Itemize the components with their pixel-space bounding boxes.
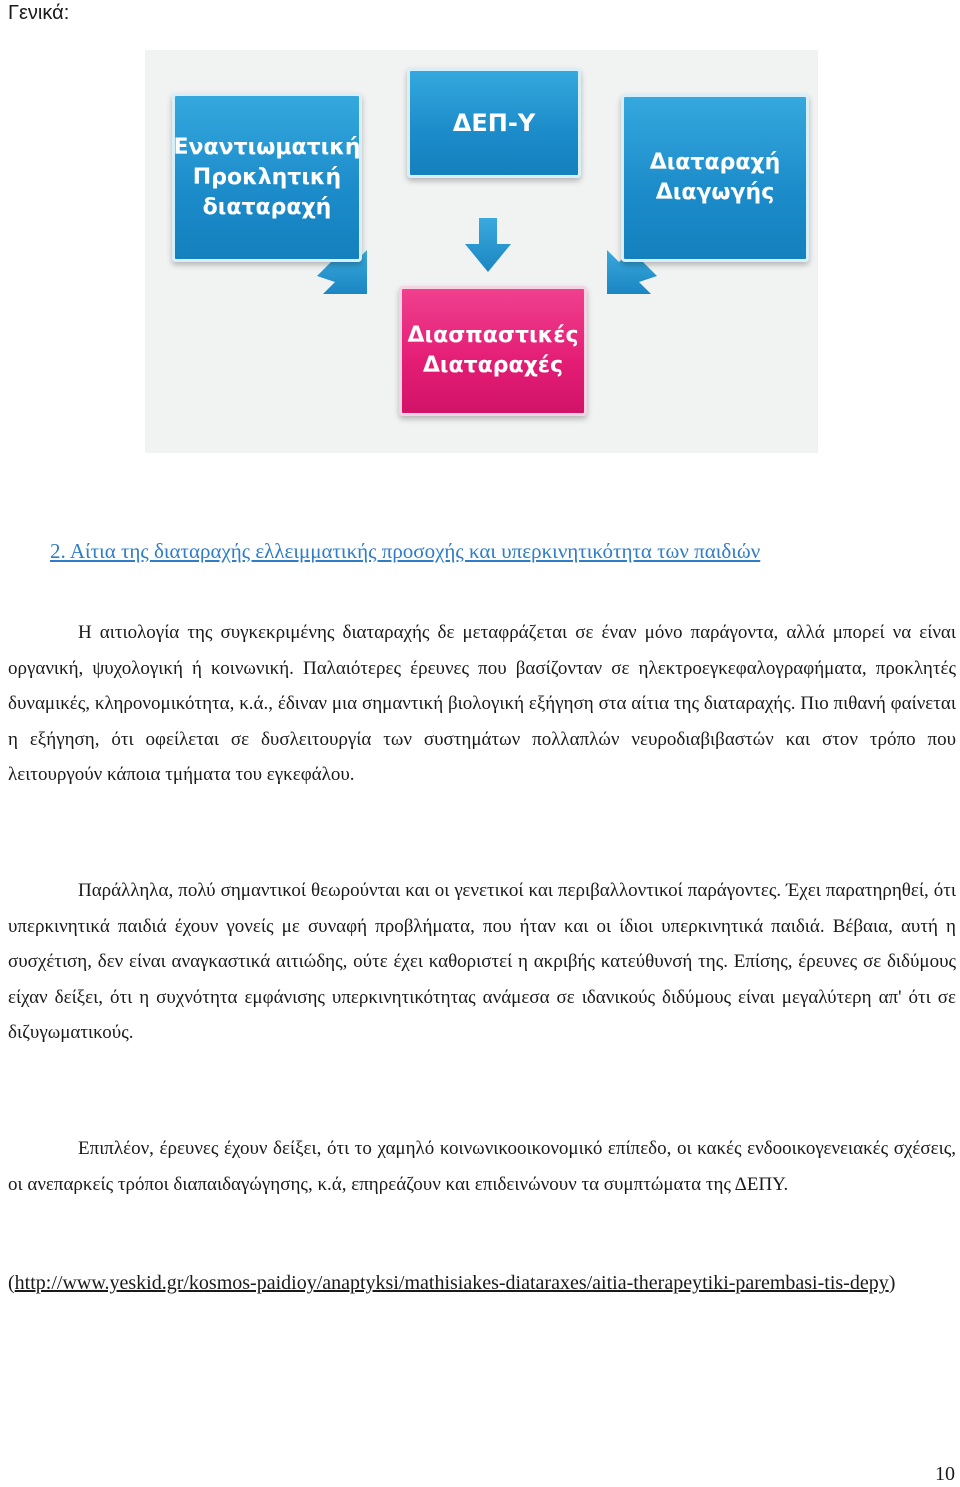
disruptive-disorders-box: Διασπαστικές Διαταραχές (399, 286, 587, 416)
page-number: 10 (935, 1463, 955, 1485)
paragraph-genetic-factors (8, 873, 956, 1051)
section-heading[interactable]: 2. Αίτια της διαταραχής ελλειμματικής προσοχής και υπερκινητικότητα των παιδιών (50, 539, 761, 563)
arrow-down-icon (465, 218, 511, 272)
adhd-box: ΔΕΠ-Υ (407, 68, 581, 178)
reference-close-paren: ) (888, 1272, 896, 1294)
reference (8, 1266, 908, 1301)
oppositional-defiant-disorder-box: Εναντιωματική Προκλητική διαταραχή (172, 93, 362, 262)
section-label: Γενικά: (8, 2, 70, 24)
reference-link[interactable]: http://www.yeskid.gr/kosmos-paidioy/anaptyksi/mathisiakes-diataraxes/aitia-therapeytiki-parembasi-tis-depy (14, 1272, 889, 1294)
reference-open-paren: ( (8, 1272, 15, 1294)
adhd-diagram (145, 50, 818, 453)
paragraph-social-factors (8, 1131, 956, 1202)
paragraph-text: Παράλληλα, πολύ σημαντικοί θεωρούνται και οι γενετικοί και περιβαλλοντικοί παράγοντες. Έχει παρατηρηθεί, ότι υπερκινητικά παιδιά έχουν γονείς με συναφή προβλήματα, που ήταν και οι ίδιοι υπερκινητικά παιδιά. Βέβαια, αυτή η συσχέτιση, δεν είναι αναγκαστικά αιτιώδης, ούτε έχει καθοριστεί η ακριβής κατεύθυνσή της. Επίσης, έρευνες σε διδύμους είχαν δείξει, ότι η συχνότητα εμφάνισης υπερκινητικότητας ανάμεσα σε ιδανικούς διδύμους είναι μεγαλύτερη απ' ότι σε διζυγωματικούς. (8, 880, 956, 1043)
paragraph-text: Η αιτιολογία της συγκεκριμένης διαταραχής δε μεταφράζεται σε έναν μόνο παράγοντα, αλλά μπορεί να είναι οργανική, ψυχολογική ή κοινωνική. Παλαιότερες έρευνες που βασίζονταν σε ηλεκτροεγκεφαλογραφήματα, προκλητές δυναμικές, κληρονομικότητα, κ.ά., έδιναν μια σημαντική βιολογική εξήγηση στα αίτια της διαταραχής. Πιο πιθανή φαίνεται η εξήγηση, ότι οφείλεται σε δυσλειτουργία των συστημάτων πολλαπλών νευροδιαβιβαστών και στον τρόπο που λειτουργούν κάποια τμήματα του εγκεφάλου. (8, 622, 956, 785)
conduct-disorder-box: Διαταραχή Διαγωγής (621, 94, 809, 262)
paragraph-etiology (8, 615, 956, 793)
paragraph-text: Επιπλέον, έρευνες έχουν δείξει, ότι το χαμηλό κοινωνικοοικονομικό επίπεδο, οι κακές ενδοοικογενειακές σχέσεις, οι ανεπαρκείς τρόποι διαπαιδαγώγησης, κ.ά, επηρεάζουν και επιδεινώνουν τα συμπτώματα της ΔΕΠΥ. (8, 1138, 956, 1195)
